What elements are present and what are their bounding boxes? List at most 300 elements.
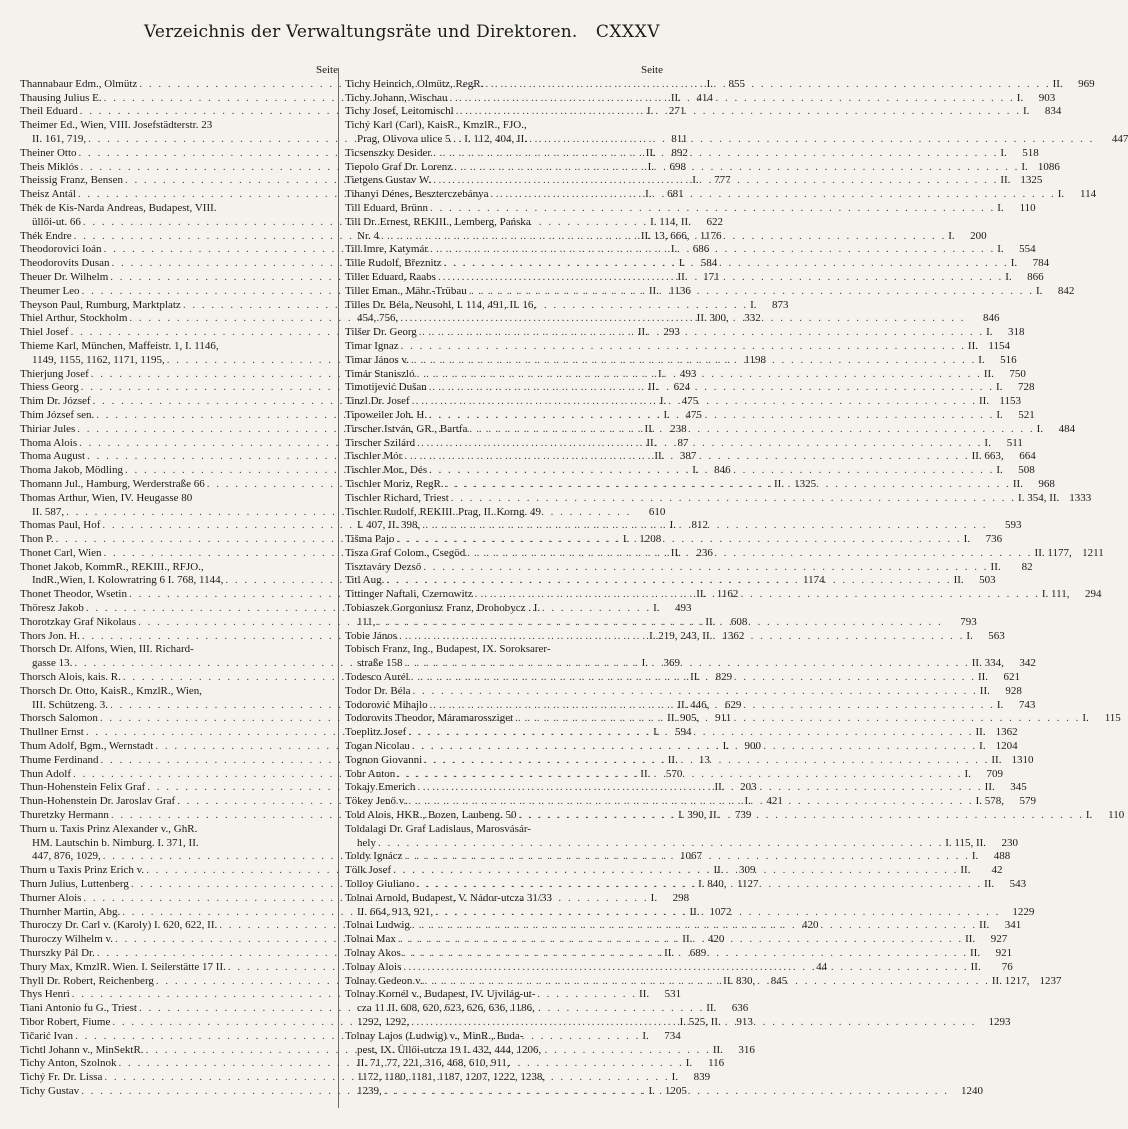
entry-name: Tille Rudolf, Březnitz bbox=[345, 257, 442, 270]
entry-name: gasse 13. bbox=[32, 657, 73, 670]
entry-line: Tolnay Lajos (Ludwig) v., MinR., Buda- bbox=[345, 1029, 524, 1042]
entry-name: Tokajy Emerich bbox=[345, 781, 416, 794]
entry-page: 484 bbox=[1058, 422, 1076, 435]
entry-volume: II. 300, bbox=[696, 312, 729, 325]
entry-name: Theyson Paul, Rumburg, Marktplatz bbox=[20, 298, 181, 311]
entry-name: 454, 756, bbox=[357, 312, 399, 325]
entry-line: Till Dr. Ernest, REKIII., Lemberg, Pańska bbox=[345, 215, 531, 228]
entry-page: 1293 bbox=[988, 1015, 1011, 1028]
entry-name: Thurnher Martin, Abg. bbox=[20, 905, 121, 918]
dot-leader bbox=[488, 188, 1057, 202]
entry-page: 369 bbox=[663, 657, 680, 670]
entry-volume: II. bbox=[644, 422, 655, 435]
entry-page: 739 bbox=[734, 809, 752, 822]
entry-volume: I. 840, bbox=[698, 878, 727, 891]
entry-page: 294 bbox=[1084, 588, 1102, 601]
entry-name: Thurner Alois bbox=[20, 891, 82, 904]
entry-name: 1292, 1292, bbox=[357, 1015, 410, 1028]
entry-volume: I. bbox=[671, 1071, 679, 1084]
dot-leader bbox=[428, 699, 997, 713]
entry-page: 1153 bbox=[999, 395, 1022, 408]
entry-name: Thiriar Jules bbox=[20, 422, 76, 435]
entry-volume: I. bbox=[706, 77, 713, 90]
entry-name: Theisz Antál bbox=[20, 188, 76, 201]
entry-volume: I. bbox=[1036, 422, 1044, 435]
entry-page: 543 bbox=[1009, 878, 1027, 891]
entry-volume: II. bbox=[1012, 477, 1023, 490]
entry-name: II. 664, 913, 921, bbox=[357, 905, 434, 918]
entry-volume: II. bbox=[690, 671, 701, 684]
entry-page: 736 bbox=[985, 533, 1003, 546]
entry-name: II. 161, 719, bbox=[32, 132, 87, 145]
entry-name: Tiller Eman., Mähr.-Trübau bbox=[345, 284, 467, 297]
dot-leader bbox=[399, 340, 968, 354]
entry-volume: II. 1217, bbox=[991, 974, 1030, 987]
entry-page: 475 bbox=[681, 395, 699, 408]
entry-page: 855 bbox=[728, 77, 745, 90]
entry-page: 82 bbox=[1021, 560, 1033, 573]
entry-volume: II. bbox=[984, 781, 995, 794]
entry-name: Tolnay Alois bbox=[345, 960, 402, 973]
entry-page: 734 bbox=[664, 1029, 681, 1042]
entry-volume: I. bbox=[642, 1029, 649, 1042]
entry-page: 293 bbox=[663, 326, 680, 339]
entry-page: 728 bbox=[1017, 381, 1035, 394]
dot-leader bbox=[517, 809, 1086, 823]
entry-page: 913 bbox=[736, 1015, 753, 1028]
entry-name: Tisztaváry Dezső bbox=[345, 560, 422, 573]
entry-volume: II. bbox=[713, 864, 724, 877]
entry-page: 911 bbox=[715, 712, 732, 725]
entry-volume: I. bbox=[670, 243, 678, 256]
dot-leader bbox=[415, 781, 984, 795]
entry-page: 238 bbox=[670, 422, 687, 435]
entry-volume: II. bbox=[689, 905, 700, 918]
entry-page: 927 bbox=[990, 933, 1008, 946]
entry-name: Thorotzkay Graf Nikolaus bbox=[20, 615, 137, 628]
entry-page: 1237 bbox=[1039, 974, 1062, 987]
dot-leader bbox=[441, 257, 1010, 271]
entry-name: Thiel Josef bbox=[20, 326, 69, 339]
entry-name: Prag, Olivova ulice 5 . . I. 112, 404, II. bbox=[357, 132, 528, 145]
entry-volume: I. bbox=[997, 243, 1004, 256]
entry-page: 1333 bbox=[1069, 491, 1092, 504]
entry-page: 1325 bbox=[1020, 174, 1043, 187]
entry-name: Tičarić Ivan bbox=[20, 1029, 74, 1042]
entry-name: Tihanyi Dénes, Beszterczebánya bbox=[345, 188, 489, 201]
dot-leader bbox=[421, 561, 990, 575]
entry-volume: II. bbox=[670, 546, 681, 559]
entry-page: 13 bbox=[698, 753, 710, 766]
dot-leader bbox=[409, 354, 978, 368]
entry-name: Thonet Theodor, Wsetin bbox=[20, 588, 127, 601]
entry-line: Tobisch Franz, Ing., Budapest, IX. Soroksarer- bbox=[345, 643, 551, 656]
entry-page: 1362 bbox=[722, 629, 745, 642]
entry-volume: I. bbox=[1016, 91, 1024, 104]
entry-page: 1174 bbox=[802, 574, 825, 587]
entry-page: 1198 bbox=[744, 353, 766, 366]
entry-name: Thék Endre bbox=[20, 229, 72, 242]
entry-page: 110 bbox=[1019, 201, 1036, 214]
entry-page: 846 bbox=[983, 312, 1000, 325]
entry-page: 44 bbox=[816, 960, 828, 973]
entry-page: 1136 bbox=[669, 284, 691, 297]
entry-name: straße 158 bbox=[357, 657, 403, 670]
dot-leader bbox=[467, 423, 1036, 437]
entry-volume: II. bbox=[664, 947, 675, 959]
entry-line: Tichý Karl (Carl), KaisR., KmzlR., FJO., bbox=[345, 119, 527, 132]
entry-volume: I. bbox=[641, 657, 648, 670]
entry-name: Tohr Anton bbox=[345, 767, 396, 780]
entry-volume: II. bbox=[682, 933, 693, 946]
entry-page: 681 bbox=[667, 188, 684, 201]
entry-page: 521 bbox=[1018, 408, 1035, 421]
entry-name: IndR.,Wien, I. Kolowratring 6 I. 768, 1144, bbox=[32, 574, 224, 587]
entry-page: 309 bbox=[739, 864, 756, 877]
entry-name: Thury Max, KmzlR. Wien. I. Seilerstätte 17 II. bbox=[20, 960, 226, 973]
entry-page: 812 bbox=[691, 519, 709, 532]
entry-name: Thys Henri bbox=[20, 988, 70, 1001]
entry-page: 1325 bbox=[794, 477, 817, 490]
entry-volume: I. bbox=[1005, 270, 1012, 283]
entry-volume: II. bbox=[978, 395, 990, 408]
entry-page: 777 bbox=[714, 174, 731, 187]
entry-name: Thonet Carl, Wien bbox=[20, 546, 102, 559]
index-entry bbox=[345, 533, 1003, 547]
entry-volume: II. bbox=[654, 450, 665, 463]
entry-volume: I. bbox=[646, 105, 654, 118]
entry-name: Till Eduard, Brünn bbox=[345, 201, 429, 214]
entry-name: Timár Staniszló bbox=[345, 367, 415, 380]
dot-leader bbox=[403, 850, 972, 864]
entry-volume: I. bbox=[722, 740, 730, 753]
entry-name: Tischler Mór bbox=[345, 450, 403, 463]
entry-page: 475 bbox=[685, 408, 702, 421]
entry-volume: II. 446, bbox=[677, 698, 710, 711]
entry-name: Tölk Josef bbox=[345, 864, 392, 877]
entry-name: Toldy Ignácz bbox=[345, 850, 403, 863]
entry-line: Tolnai Arnold, Budapest, V. Nádor-utcza 31/33 bbox=[345, 891, 552, 904]
entry-volume: I. bbox=[692, 174, 699, 187]
dot-leader bbox=[410, 740, 979, 754]
entry-name: Theissig Franz, Bensen bbox=[20, 174, 123, 187]
entry-page: 621 bbox=[1003, 671, 1021, 684]
dot-leader bbox=[396, 933, 965, 947]
dot-leader bbox=[406, 726, 975, 740]
entry-name: Tisza Graf Colom., Csegöd bbox=[345, 546, 466, 559]
entry-name: Tolnai Max bbox=[345, 933, 396, 946]
entry-line: Theimer Ed., Wien, VIII. Josefstädterstr. 23 bbox=[20, 119, 213, 132]
dot-leader bbox=[401, 961, 970, 975]
entry-name: Thun-Hohenstein Dr. Jaroslav Graf bbox=[20, 795, 176, 808]
dot-leader bbox=[436, 271, 1005, 285]
entry-page: 698 bbox=[669, 160, 687, 173]
entry-name: Thullner Ernst bbox=[20, 726, 84, 739]
entry-name: Thomann Jul., Hamburg, Werderstraße 66 bbox=[20, 477, 205, 490]
entry-name: Theodorovici Ioán bbox=[20, 243, 102, 256]
entry-page: 1067 bbox=[680, 850, 702, 863]
entry-volume: I. bbox=[986, 326, 993, 339]
entry-volume: II. bbox=[696, 588, 707, 601]
entry-volume: II. bbox=[979, 919, 990, 932]
index-entry bbox=[345, 560, 1033, 575]
entry-volume: II. 905, bbox=[667, 712, 700, 725]
dot-leader bbox=[415, 878, 984, 892]
entry-row bbox=[345, 684, 1022, 699]
entry-name: I. 407, II. 398, bbox=[357, 519, 421, 532]
entry-volume: II. bbox=[640, 767, 651, 780]
entry-page: 171 bbox=[703, 270, 720, 283]
entry-name: Thiel Arthur, Stockholm bbox=[20, 312, 128, 325]
dot-leader bbox=[376, 837, 945, 851]
index-entry bbox=[345, 753, 1034, 768]
entry-page: 1205 bbox=[664, 1084, 687, 1097]
entry-name: Thiess Georg bbox=[20, 381, 79, 394]
dot-leader bbox=[527, 133, 1096, 147]
entry-volume: I. 525, II. bbox=[679, 1015, 721, 1028]
entry-line: Thurn u. Taxis Prinz Alexander v., GhR. bbox=[20, 822, 198, 835]
entry-volume: I. bbox=[996, 408, 1003, 421]
entry-page: 743 bbox=[1018, 698, 1036, 711]
entry-name: Tilšer Dr. Georg bbox=[345, 326, 417, 339]
entry-page: 750 bbox=[1009, 367, 1026, 380]
entry-name: Till Imre, Katymár bbox=[345, 243, 428, 256]
entry-name: Tolloy Giuliano bbox=[345, 878, 415, 891]
entry-page: 1127 bbox=[736, 878, 759, 891]
entry-page: 866 bbox=[1027, 270, 1044, 283]
entry-name: Thorsch Salomon bbox=[20, 712, 98, 725]
entry-row bbox=[345, 339, 1010, 354]
entry-volume: II. bbox=[967, 339, 978, 352]
entry-name: Nr. 4 bbox=[357, 229, 379, 242]
entry-line: Thorsch Dr. Alfons, Wien, III. Richard- bbox=[20, 643, 194, 656]
entry-page: 664 bbox=[1019, 450, 1036, 463]
index-entry bbox=[345, 491, 1092, 506]
entry-page: 554 bbox=[1019, 243, 1036, 256]
entry-page: 447 bbox=[1111, 132, 1128, 145]
entry-volume: II. bbox=[970, 960, 981, 973]
entry-name: Thurn u Taxis Prinz Erich v. bbox=[20, 864, 145, 877]
entry-volume: II. bbox=[990, 560, 1001, 573]
entry-page: 508 bbox=[1018, 464, 1035, 477]
entry-name: Tichy Josef, Leitomischl bbox=[345, 105, 454, 118]
entry-volume: II. 1177, bbox=[1034, 546, 1072, 559]
entry-volume: I. 115, II. bbox=[945, 836, 987, 849]
entry-volume: I. bbox=[648, 1084, 655, 1097]
entry-name: Thoma Alois bbox=[20, 436, 78, 449]
entry-page: 203 bbox=[740, 781, 757, 794]
index-entry bbox=[345, 822, 1019, 851]
entry-volume: II. bbox=[1052, 77, 1063, 90]
entry-page: 629 bbox=[724, 698, 742, 711]
dot-leader bbox=[467, 285, 1036, 299]
entry-line: pest, IX. Üllői-utcza 19 I. 432, 444, 1206, bbox=[357, 1043, 542, 1056]
entry-page: 593 bbox=[1005, 519, 1022, 532]
dot-leader bbox=[431, 147, 1000, 161]
entry-name: Tibor Robert, Fiume bbox=[20, 1015, 111, 1028]
entry-volume: I. 578, bbox=[975, 795, 1004, 808]
entry-name: Tirscher István, GR., Bartfa bbox=[345, 422, 468, 435]
entry-line: Thomas Arthur, Wien, IV. Heugasse 80 bbox=[20, 491, 193, 504]
entry-name: Thurn Julius, Luttenberg bbox=[20, 878, 129, 891]
entry-name: hely bbox=[357, 836, 376, 849]
entry-volume: II. bbox=[960, 864, 971, 877]
entry-volume: I. bbox=[997, 201, 1004, 214]
entry-page: 516 bbox=[1000, 353, 1017, 366]
entry-name: 111, bbox=[357, 615, 376, 628]
dot-leader bbox=[422, 754, 991, 768]
entry-name: Thorsch Alois, kais. R. bbox=[20, 671, 121, 684]
entry-name: Thuroczy Dr. Carl v. (Karoly) I. 620, 622, II. bbox=[20, 919, 218, 932]
entry-volume: I. bbox=[1021, 160, 1028, 173]
dot-leader bbox=[448, 92, 1017, 106]
entry-name: Thöresz Jakob bbox=[20, 602, 84, 615]
entry-volume: II. bbox=[677, 270, 688, 283]
entry-volume: II. bbox=[705, 615, 716, 628]
dot-leader bbox=[465, 547, 1034, 561]
entry-volume: II. 663, bbox=[971, 450, 1004, 463]
entry-page: 842 bbox=[1057, 284, 1075, 297]
entry-row bbox=[345, 560, 1033, 575]
entry-volume: I. 390, II. bbox=[678, 809, 720, 822]
entry-page: 624 bbox=[673, 381, 691, 394]
entry-row bbox=[345, 836, 1019, 851]
entry-volume: I. bbox=[669, 519, 677, 532]
entry-name: Tolnai Ludwig bbox=[345, 919, 410, 932]
entry-volume: II. 830, bbox=[723, 974, 756, 987]
entry-page: 928 bbox=[1005, 684, 1022, 697]
entry-volume: II. bbox=[712, 1043, 723, 1056]
entry-page: 1240 bbox=[961, 1084, 983, 1097]
entry-volume: II. bbox=[648, 381, 659, 394]
entry-page: 1229 bbox=[1012, 905, 1035, 918]
entry-page: 342 bbox=[1019, 657, 1036, 670]
column-heading: Seite bbox=[316, 64, 338, 76]
entry-name: Thoma August bbox=[20, 450, 86, 463]
entry-volume: I. bbox=[685, 1057, 693, 1070]
dot-leader bbox=[473, 588, 1042, 602]
dot-leader bbox=[415, 368, 984, 382]
entry-name: 1149, 1155, 1162, 1171, 1195, bbox=[32, 353, 165, 366]
entry-name: Thon P. bbox=[20, 533, 54, 546]
dot-leader bbox=[444, 478, 1013, 492]
entry-volume: I. bbox=[979, 740, 986, 753]
entry-page: 579 bbox=[1019, 795, 1036, 808]
entry-name: 447, 876, 1029, bbox=[32, 850, 101, 863]
entry-name: Tolnay Gedeon v. bbox=[345, 974, 423, 987]
entry-name: Todorovits Theodor, Máramarossziget bbox=[345, 712, 514, 725]
entry-page: 829 bbox=[715, 671, 733, 684]
entry-page: 503 bbox=[979, 574, 996, 587]
entry-name: Theis Miklós bbox=[20, 160, 79, 173]
dot-leader bbox=[415, 437, 984, 451]
entry-volume: II. bbox=[991, 753, 1002, 766]
entry-volume: I. bbox=[750, 298, 757, 311]
entry-line: Thonet Jakob, KommR., REKIII., RFJO., bbox=[20, 560, 204, 573]
entry-name: Timar Ignaz bbox=[345, 339, 399, 352]
entry-page: 594 bbox=[675, 726, 692, 739]
entry-volume: II. bbox=[953, 574, 964, 587]
entry-volume: I. bbox=[653, 726, 660, 739]
entry-name: Tirscher Szilárd bbox=[345, 436, 416, 449]
entry-page: 709 bbox=[986, 767, 1003, 780]
entry-page: 316 bbox=[738, 1043, 755, 1056]
entry-volume: I. bbox=[1057, 188, 1065, 201]
entry-volume: I. bbox=[1035, 284, 1043, 297]
entry-page: 345 bbox=[1010, 781, 1027, 794]
entry-line: Thieme Karl, München, Maffeistr. 1, I. 1146, bbox=[20, 339, 219, 352]
entry-name: Tiller Eduard, Raabs bbox=[345, 270, 436, 283]
entry-name: Theumer Leo bbox=[20, 284, 80, 297]
entry-name: Tichý Fr. Dr. Lissa bbox=[20, 1071, 103, 1084]
entry-volume: II. bbox=[983, 367, 994, 380]
entry-name: Titl Aug. bbox=[345, 574, 385, 587]
entry-name: Thors Jon. H. bbox=[20, 629, 80, 642]
page-header bbox=[20, 22, 660, 48]
entry-row bbox=[345, 491, 1092, 506]
entry-name: Thun Adolf bbox=[20, 767, 72, 780]
entry-page: 236 bbox=[696, 546, 713, 559]
dot-leader bbox=[397, 630, 966, 644]
entry-name: Theil Eduard bbox=[20, 105, 78, 118]
entry-page: 845 bbox=[770, 974, 788, 987]
dot-leader bbox=[402, 450, 971, 464]
entry-page: 610 bbox=[648, 505, 666, 518]
entry-page: 493 bbox=[675, 602, 692, 615]
entry-line: Tolnay Kornél v., Budapest, IV. Ujvilág-ut- bbox=[345, 988, 536, 1001]
entry-name: Thim József sen. bbox=[20, 408, 95, 421]
entry-name: Todorović Mihajlo bbox=[345, 698, 428, 711]
entry-volume: I. bbox=[1082, 712, 1089, 725]
entry-page: 114 bbox=[1080, 188, 1097, 201]
entry-page: 811 bbox=[671, 132, 688, 145]
entry-volume: II. bbox=[977, 671, 989, 684]
entry-volume: I. bbox=[678, 257, 686, 270]
entry-volume: I. bbox=[622, 533, 630, 546]
dot-leader bbox=[375, 616, 944, 630]
dot-leader bbox=[483, 78, 1052, 92]
entry-name: 1239, bbox=[357, 1084, 382, 1097]
entry-page: 110 bbox=[1108, 809, 1125, 822]
entry-page: 298 bbox=[672, 891, 690, 904]
entry-line: Tischler Rudolf, REKIII. Prag, II. Korng. 49 bbox=[345, 505, 542, 518]
entry-page: 200 bbox=[970, 229, 987, 242]
entry-page: 686 bbox=[692, 243, 710, 256]
page-number: CXXXV bbox=[595, 22, 660, 42]
entry-page: 873 bbox=[771, 298, 789, 311]
column-heading: Seite bbox=[641, 64, 663, 76]
entry-page: 900 bbox=[744, 740, 762, 753]
entry-name: Tischler Mor., Dés bbox=[345, 464, 428, 477]
entry-name: Thannabaur Edm., Olmütz bbox=[20, 77, 138, 90]
entry-name: Todor Dr. Béla bbox=[345, 684, 411, 697]
entry-name: Thun-Hohenstein Felix Graf bbox=[20, 781, 146, 794]
entry-volume: I. bbox=[1000, 146, 1007, 159]
entry-volume: I. bbox=[653, 602, 660, 615]
entry-line: Toldalagi Dr. Graf Ladislaus, Marosvásár- bbox=[345, 822, 531, 835]
entry-volume: I. bbox=[659, 395, 667, 408]
entry-volume: I. 111, bbox=[1041, 588, 1070, 601]
entry-page: 892 bbox=[671, 146, 688, 159]
dot-leader bbox=[394, 533, 963, 547]
entry-volume: I. 219, 243, II. bbox=[649, 629, 713, 642]
entry-line: Thorsch Dr. Otto, KaisR., KmzlR., Wien, bbox=[20, 684, 203, 697]
dot-leader bbox=[395, 768, 964, 782]
entry-volume: II. bbox=[714, 781, 725, 794]
entry-volume: I. bbox=[1022, 105, 1030, 118]
entry-volume: II. bbox=[667, 753, 678, 766]
entry-page: 1154 bbox=[988, 339, 1010, 352]
